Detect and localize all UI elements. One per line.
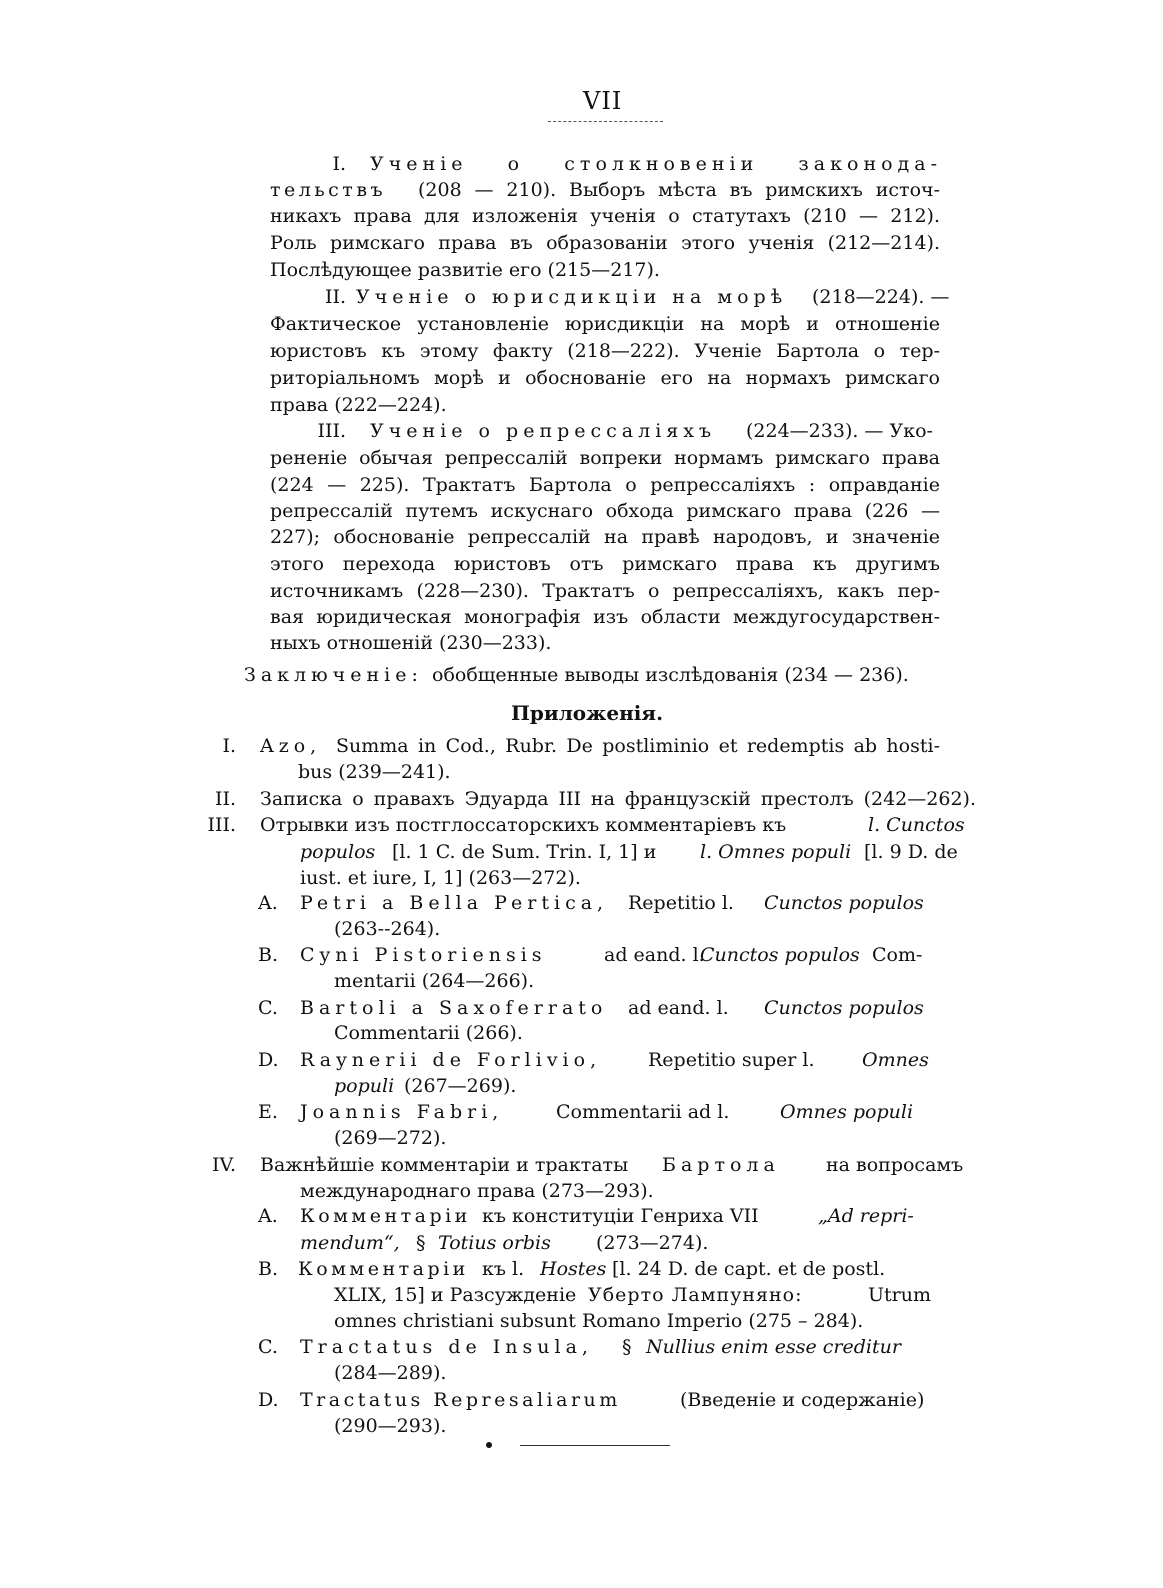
text-line: Commentarii ad l. — [556, 1101, 730, 1123]
text-line: ad eand. l. — [604, 944, 705, 966]
text-line: (218—224). — — [812, 286, 950, 308]
text-line: источникамъ (228—230). Трактатъ о репрессаліяхъ, какъ пер- — [270, 580, 940, 602]
text-line: этого перехода юристовъ отъ римскаго права къ другимъ — [270, 553, 940, 575]
text-line: § — [416, 1232, 426, 1254]
item-letter: E. — [258, 1101, 278, 1123]
author-name: Комментаріи — [298, 1258, 469, 1280]
author-name: Уберто Лампуняно: — [588, 1284, 803, 1306]
text-line: Utrum — [868, 1284, 931, 1306]
appendix-number: III. — [207, 814, 236, 836]
section-number: III. — [317, 420, 346, 442]
author-name: Tractatus Represaliarum — [300, 1389, 621, 1411]
text-line: международнаго права (273—293). — [300, 1180, 654, 1202]
text-line: Omnes populi — [780, 1101, 914, 1123]
text-line: Hostes — [540, 1258, 607, 1280]
text-line: (Введеніе и содержаніе) — [680, 1389, 925, 1411]
text-line: права (222—224). — [270, 394, 447, 416]
author-name: Raynerii de Forlivio, — [300, 1049, 602, 1071]
section-heading-continuation: тельствъ — [270, 179, 387, 201]
header-rule — [548, 121, 663, 122]
text-line: Repetitio l. — [628, 892, 734, 914]
item-letter: C. — [258, 997, 278, 1019]
text-line: ныхъ отношеній (230—233). — [270, 632, 552, 654]
text-line: къ конституціи Генриха VII — [482, 1205, 759, 1227]
section-number: II. — [324, 286, 346, 308]
text-line: (290—293). — [334, 1415, 447, 1437]
text-line: Записка о правахъ Эдуарда III на французскій престолъ (242—262). — [260, 788, 976, 810]
text-line: (267—269). — [404, 1075, 517, 1097]
author-name: Комментаріи — [300, 1205, 471, 1227]
text-line: Totius orbis — [438, 1232, 551, 1254]
text-line: (269—272). — [334, 1127, 447, 1149]
author-name: Бартола — [662, 1154, 780, 1176]
text-line: mendum“, — [300, 1232, 400, 1254]
text-line: Omnes — [862, 1049, 929, 1071]
item-letter: A. — [258, 1205, 278, 1227]
author-name: Cyni Pistoriensis — [300, 944, 547, 966]
text-line: Cunctos populos — [764, 997, 924, 1019]
text-line: populos — [300, 841, 376, 863]
text-line: Summa in Cod., Rubr. De postliminio et redemptis ab hosti- — [336, 735, 940, 757]
text-line: mentarii (264—266). — [334, 970, 535, 992]
text-line: XLIX, 15] и Разсужденіе — [334, 1284, 577, 1306]
text-line: Cunctos populos — [764, 892, 924, 914]
text-line: populi — [334, 1075, 395, 1097]
text-line: Com- — [872, 944, 923, 966]
text-line: репрессалій путемъ искуснаго обхода римскаго права (226 — — [270, 500, 940, 522]
appendices-title: Приложенія. — [511, 701, 664, 725]
text-line: Repetitio super l. — [648, 1049, 815, 1071]
text-line: „Ad repri- — [818, 1205, 914, 1227]
text-line: риторіальномъ морѣ и обоснованіе его на нормахъ римскаго — [270, 367, 940, 389]
author-name: Petri a Bella Pertica, — [300, 892, 609, 914]
appendix-number: I. — [222, 735, 236, 757]
text-line: (273—274). — [596, 1232, 709, 1254]
appendix-number: II. — [214, 788, 236, 810]
item-letter: C. — [258, 1336, 278, 1358]
text-line: Послѣдующее развитіе его (215—217). — [270, 259, 660, 281]
text-line: (208 — 210). Выборъ мѣста въ римскихъ источ- — [418, 179, 940, 201]
author-name: Joannis Fabri, — [300, 1101, 504, 1123]
item-letter: D. — [258, 1049, 279, 1071]
text-line: (224—233). — Уко- — [746, 420, 933, 442]
text-line: l. Cunctos — [868, 814, 965, 836]
text-line: (224 — 225). Трактатъ Бартола о репрессаліяхъ : оправданіе — [270, 474, 940, 496]
author-name: Tractatus de Insula, — [300, 1336, 593, 1358]
text-line: юристовъ къ этому факту (218—222). Ученіе Бартола о тер- — [270, 340, 940, 362]
text-line: [l. 1 C. de Sum. Trin. I, 1] и — [392, 841, 657, 863]
text-line: Роль римскаго права въ образованіи этого ученія (212—214). — [270, 232, 940, 254]
text-line: 227); обоснованіе репрессалій на правѣ народовъ, и значеніе — [270, 526, 940, 548]
section-heading: Ученіе о юрисдикціи на морѣ — [356, 286, 788, 308]
conclusion-text: обобщенные выводы изслѣдованія (234 — 236). — [432, 664, 909, 686]
item-letter: D. — [258, 1389, 279, 1411]
text-line: omnes christiani subsunt Romano Imperio (275 – 284). — [334, 1310, 864, 1332]
section-heading: Ученіе о репрессаліяхъ — [370, 420, 717, 442]
text-line: Nullius enim esse creditur — [646, 1336, 901, 1358]
item-letter: B. — [258, 944, 279, 966]
conclusion-label: Заключеніе: — [244, 664, 423, 686]
page-number: VII — [583, 87, 623, 115]
appendix-number: IV. — [212, 1154, 236, 1176]
author-name: Bartoli a Saxoferrato — [300, 997, 608, 1019]
text-line: l. Omnes populi — [700, 841, 852, 863]
item-letter: B. — [258, 1258, 279, 1280]
item-letter: A. — [258, 892, 278, 914]
text-line: (263--264). — [334, 918, 441, 940]
text-line: вая юридическая монографія изъ области междугосударствен- — [270, 606, 940, 628]
text-line: iust. et iure, I, 1] (263—272). — [300, 867, 581, 889]
text-line: Commentarii (266). — [334, 1022, 523, 1044]
section-number: I. — [332, 153, 346, 175]
text-line: рененіе обычая репрессалій вопреки нормамъ римскаго права — [270, 447, 940, 469]
text-line: Фактическое установленіе юрисдикціи на морѣ и отношеніе — [270, 313, 940, 335]
text-line: Отрывки изъ постглоссаторскихъ комментаріевъ къ — [260, 814, 787, 836]
section-heading: Ученіе о столкновеніи законода- — [370, 153, 942, 175]
text-line: ad eand. l. — [628, 997, 729, 1019]
text-line: [l. 9 D. de — [864, 841, 958, 863]
text-line: (284—289). — [334, 1362, 447, 1384]
closing-rule — [520, 1445, 670, 1446]
text-line: никахъ права для изложенія ученія о статутахъ (210 — 212). — [270, 205, 940, 227]
author-name: Azo, — [260, 735, 322, 757]
text-line: [l. 24 D. de capt. et de postl. — [612, 1258, 886, 1280]
text-line: къ l. — [482, 1258, 525, 1280]
text-line: bus (239—241). — [298, 761, 451, 783]
text-line: Cunctos populos — [700, 944, 860, 966]
text-line: на вопросамъ — [826, 1154, 964, 1176]
closing-bullet — [486, 1442, 492, 1448]
text-line: § — [622, 1336, 632, 1358]
text-line: Важнѣйшіе комментаріи и трактаты — [260, 1154, 629, 1176]
